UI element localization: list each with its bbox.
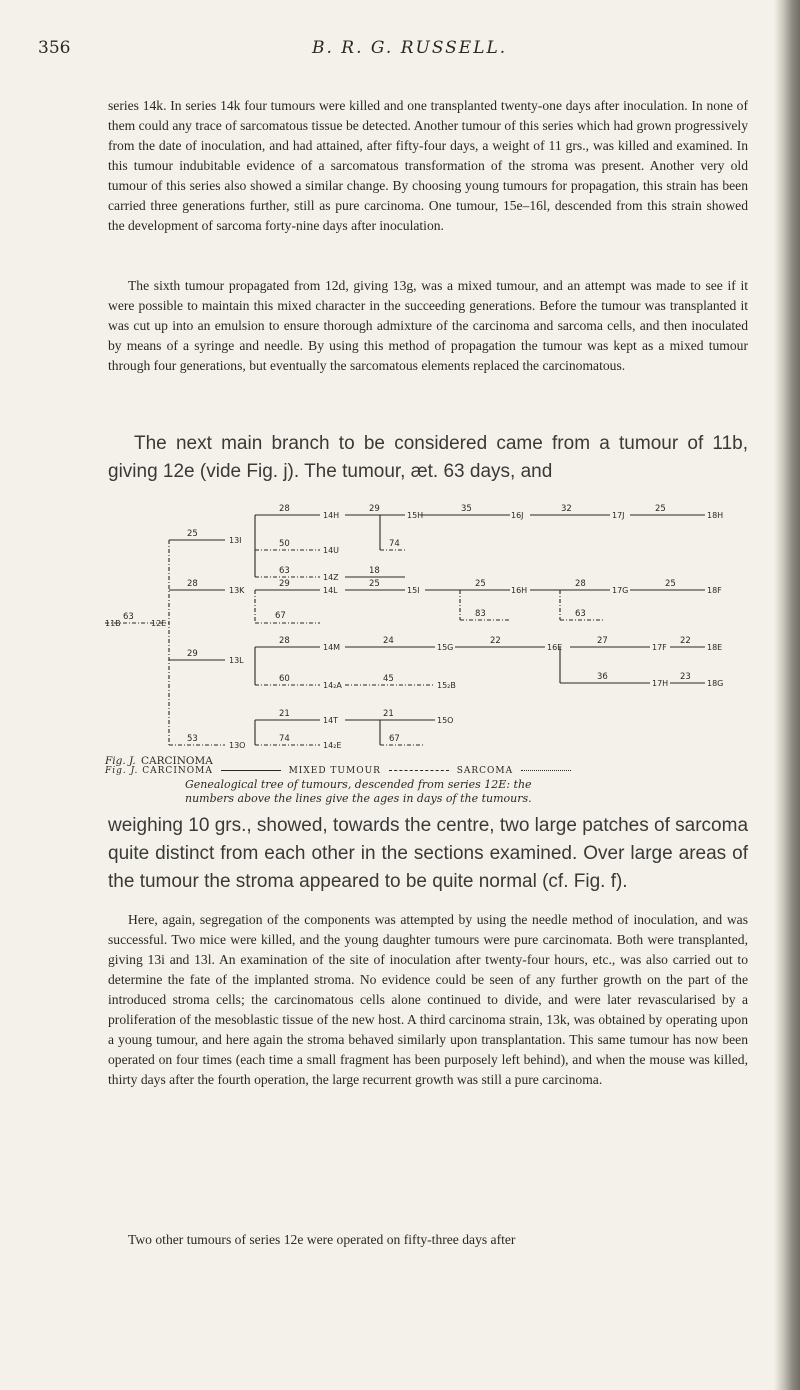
age-label: 83	[475, 609, 486, 619]
age-label: 25	[665, 579, 676, 589]
legend-mixed-swatch	[389, 770, 449, 771]
legend-carcinoma-swatch	[221, 770, 281, 771]
node-18E: 18E	[707, 643, 723, 652]
age-label: 29	[187, 649, 198, 659]
page-edge-shadow	[774, 0, 800, 1390]
caption-line-1: Genealogical tree of tumours, descended from series 12E: the	[185, 778, 532, 791]
paragraph-weighing: weighing 10 grs., showed, towards the centre, two large patches of sarcoma quite distinct from each other in the sections examined. Over large areas of the tumour the stroma appeared to be quite normal (cf. Fig. f).	[108, 815, 749, 892]
age-label: 74	[389, 539, 400, 549]
legend-sarcoma-swatch	[521, 770, 571, 771]
node-17H: 17H	[652, 679, 669, 688]
node-13O: 13O	[229, 741, 246, 750]
node-15G: 15G	[437, 643, 454, 652]
age-label: 50	[279, 539, 290, 549]
age-label: 36	[597, 672, 608, 682]
age-label: 32	[561, 504, 572, 514]
age-label: 23	[680, 672, 691, 682]
age-label: 25	[369, 579, 380, 589]
legend-mixed-text: MIXED TUMOUR	[288, 766, 381, 776]
age-label: 74	[279, 734, 290, 744]
age-label: 27	[597, 636, 608, 646]
age-label: 24	[383, 636, 394, 646]
node-14L: 14L	[323, 586, 338, 595]
age-label: 45	[383, 674, 394, 684]
node-16E: 16E	[547, 643, 563, 652]
age-label: 25	[655, 504, 666, 514]
node-14H: 14H	[323, 511, 340, 520]
age-label: 21	[279, 709, 290, 719]
legend-carcinoma: CARCINOMA	[141, 755, 213, 767]
node-15H: 15H	[407, 511, 424, 520]
age-label: 22	[680, 636, 691, 646]
node-14Z: 14Z	[323, 573, 339, 582]
node-16H: 16H	[511, 586, 528, 595]
age-label: 60	[279, 674, 290, 684]
node-18H: 18H	[707, 511, 724, 520]
age-label: 22	[490, 636, 501, 646]
node-17F: 17F	[652, 643, 667, 652]
node-15O: 15O	[437, 716, 454, 725]
node-14T: 14T	[323, 716, 339, 725]
node-13L: 13L	[229, 656, 244, 665]
age-label: 28	[279, 636, 290, 646]
age-label: 67	[275, 611, 286, 621]
node-17G: 17G	[612, 586, 629, 595]
paragraph-segregation: Here, again, segregation of the components was attempted by using the needle method of inoculation, and was successful. Two mice were killed, and the young daughter tumours were pure carcinomata. Both were transplanted, giving 13i and 13l. An examination of the site of inoculation after twenty-four hours, etc., was also carried out to determine the fate of the implanted stroma. No evidence could be seen of any further growth on the part of the introduced stroma cells; the carcinomatous cells alone continued to divide, and were later revascularised by a proliferation of the mesoblastic tissue of the new host. A third carcinoma strain, 13k, was obtained by operating upon a young tumour, and here again the stroma behaved similarly upon transplantation. This same tumour has now been operated on four times (each time a small fragment has been purposely left behind), and when the mouse was killed, thirty days after the fourth operation, the large recurrent growth was still a pure carcinoma.	[108, 912, 748, 1087]
page-number: 356	[38, 38, 71, 58]
age-label: 53	[187, 734, 198, 744]
node-11B: 11B	[105, 619, 121, 628]
paragraph-two-other: Two other tumours of series 12e were operated on fifty-three days after	[128, 1232, 516, 1247]
node-14M: 14M	[323, 643, 341, 652]
age-label: 28	[187, 579, 198, 589]
legend-carcinoma-text: CARCINOMA	[142, 766, 213, 776]
node-18F: 18F	[707, 586, 722, 595]
node-12E: 12E	[151, 619, 167, 628]
running-head: B. R. G. RUSSELL.	[312, 38, 508, 58]
node-15I: 15I	[407, 586, 420, 595]
age-label: 25	[475, 579, 486, 589]
age-label: 28	[575, 579, 586, 589]
node-13K: 13K	[229, 586, 245, 595]
paragraph-series-14k: series 14k. In series 14k four tumours were killed and one transplanted twenty-one days after inoculation. In none of them could any trace of sarcomatous tissue be detected. Another tumour of this series which had grown progressively from the date of inoculation, and had attained, after fifty-four days, a weight of 11 grs., was killed and examined. In this tumour indubitable evidence of a sarcomatous transformation of the stroma was present. Another very old tumour of this series also showed a similar change. By choosing young tumours for propagation, this strain has been carried three generations further, still as pure carcinoma. One tumour, 15e–16l, descended from this strain showed the development of sarcoma forty-nine days after inoculation.	[108, 98, 748, 233]
node-15-2B: 15₂B	[437, 681, 456, 690]
age-label: 21	[383, 709, 394, 719]
age-label: 63	[279, 566, 290, 576]
legend-label: Fig. J.	[105, 766, 139, 776]
legend-row	[105, 764, 745, 778]
caption-line-2: numbers above the lines give the ages in days of the tumours.	[185, 792, 532, 805]
node-16J: 16J	[511, 511, 524, 520]
node-14-2E: 14₂E	[323, 741, 342, 750]
figure-label: Fig. J.	[105, 755, 136, 767]
age-label: 28	[279, 504, 290, 514]
age-label: 25	[187, 529, 198, 539]
legend-sarcoma-text: SARCOMA	[456, 766, 514, 776]
age-label: 29	[369, 504, 380, 514]
node-18G: 18G	[707, 679, 724, 688]
paragraph-mixed-tumour: The sixth tumour propagated from 12d, giving 13g, was a mixed tumour, and an attempt was made to see if it were possible to maintain this mixed character in the succeeding generations. Before the tumour was transplanted it was cut up into an emulsion to ensure thorough admixture of the carcinoma and sarcoma cells, and then inoculated by means of a syringe and needle. By using this method of propagation the tumour was kept as a mixed tumour through four generations, but eventually the sarcomatous elements replaced the carcinomatous.	[108, 278, 748, 373]
node-13I: 13I	[229, 536, 242, 545]
age-label: 18	[369, 566, 380, 576]
node-14U: 14U	[323, 546, 340, 555]
age-label: 63	[575, 609, 586, 619]
page-header	[0, 38, 800, 68]
age-label: 29	[279, 579, 290, 589]
node-14-2A: 14₂A	[323, 681, 342, 690]
age-label: 63	[123, 612, 134, 622]
node-17J: 17J	[612, 511, 625, 520]
age-label: 67	[389, 734, 400, 744]
figure-legend-caption	[105, 764, 745, 806]
figure-j-genealogy	[105, 495, 765, 767]
paragraph-next-branch: The next main branch to be considered came from a tumour of 11b, giving 12e (vide Fig. j). The tumour, æt. 63 days, and	[108, 433, 748, 482]
age-label: 35	[461, 504, 472, 514]
